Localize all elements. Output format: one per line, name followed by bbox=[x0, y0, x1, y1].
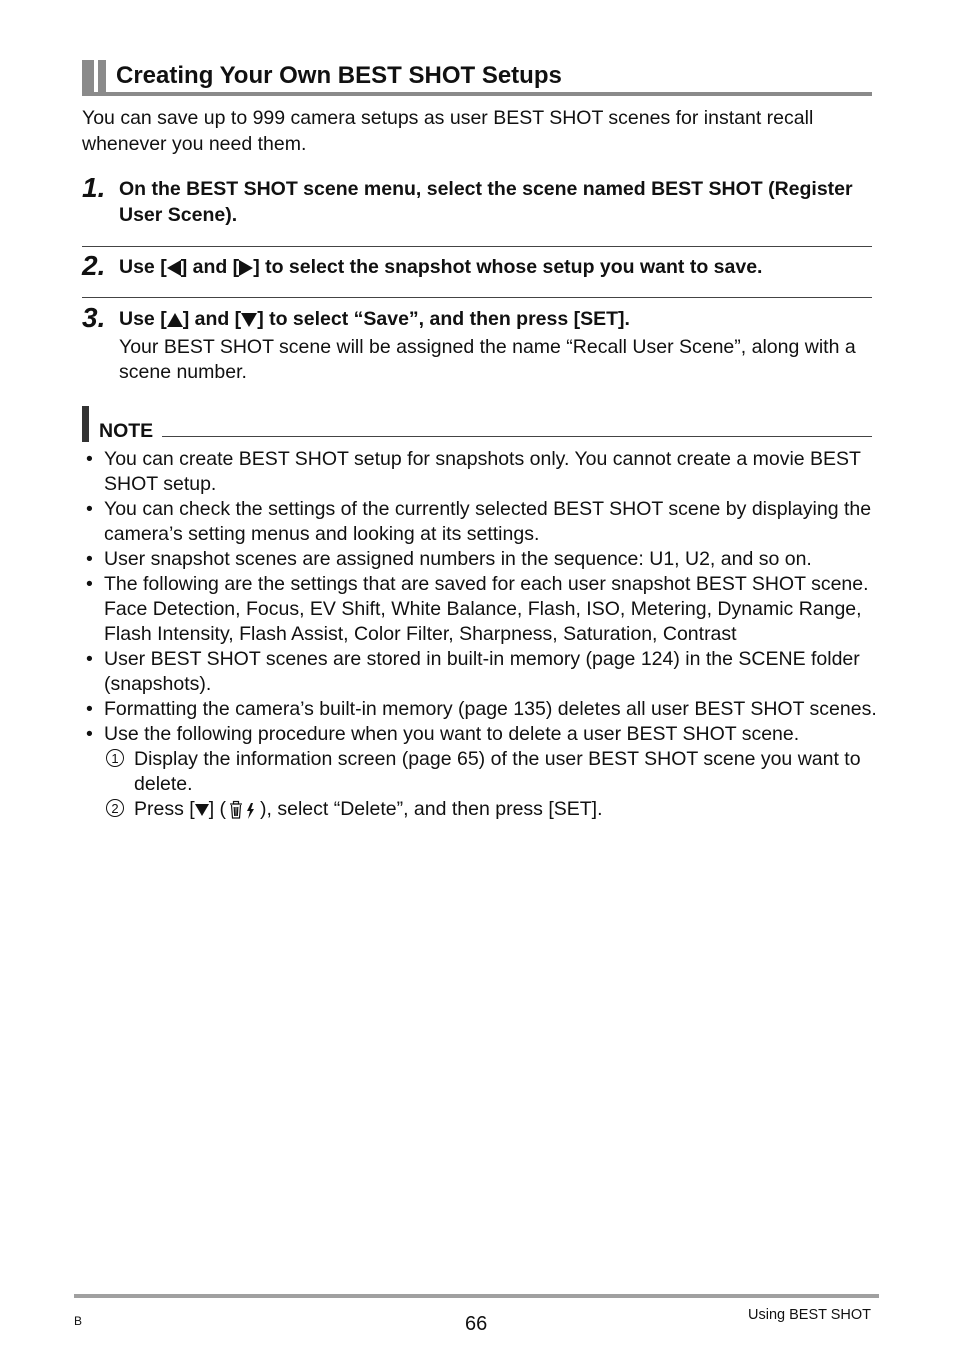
note-list bbox=[82, 447, 882, 822]
step-3-subtext: Your BEST SHOT scene will be assigned the name “Recall User Scene”, along with a scene number. bbox=[119, 336, 856, 383]
step-divider-2 bbox=[82, 297, 872, 298]
note-item: • Use the following procedure when you want to delete a user BEST SHOT scene. 1 Display the information screen (page 65) of the user BEST SHOT scene you want to delete. 2 Press [ ] ( ), select “Delete”, and then press [SET]. bbox=[82, 722, 882, 822]
footer-left-label: B bbox=[74, 1314, 83, 1328]
page-number: 66 bbox=[465, 1313, 488, 1335]
down-arrow-icon bbox=[195, 804, 209, 816]
step-3-number: 3. bbox=[82, 302, 106, 333]
section-intro: You can save up to 999 camera setups as user BEST SHOT scenes for instant recall whenever you need them. bbox=[82, 107, 814, 155]
down-arrow-icon bbox=[241, 313, 257, 327]
note-label: NOTE bbox=[99, 420, 154, 442]
right-arrow-icon bbox=[239, 260, 253, 276]
heading-bar-2 bbox=[98, 60, 106, 96]
section-title-rule bbox=[82, 92, 872, 96]
step-2-number: 2. bbox=[82, 250, 106, 281]
step-1-text: On the BEST SHOT scene menu, select the scene named BEST SHOT (Register User Scene). bbox=[119, 178, 853, 226]
footer-chapter: Using BEST SHOT bbox=[748, 1307, 872, 1323]
step-divider-1 bbox=[82, 246, 872, 247]
note-item: • User BEST SHOT scenes are stored in built-in memory (page 124) in the SCENE folder (snapshots). bbox=[86, 648, 860, 695]
footer-rule bbox=[74, 1294, 879, 1298]
note-rule bbox=[162, 436, 872, 437]
left-arrow-icon bbox=[167, 260, 181, 276]
procedure-step-2: 2 Press [ ] ( ), select “Delete”, and then press [SET]. bbox=[104, 797, 882, 822]
saved-settings-list: Face Detection, Focus, EV Shift, White Balance, Flash, ISO, Metering, Dynamic Range, Flash Intensity, Flash Assist, Color Filter, Sharpness, Saturation, Contrast bbox=[104, 598, 862, 645]
step-2-text: Use [ ] and [ ] to select the snapshot whose setup you want to save. bbox=[119, 256, 763, 278]
step-1-number: 1. bbox=[82, 172, 106, 203]
step-3-text: Use [ ] and [ ] to select “Save”, and then press [SET]. bbox=[119, 308, 630, 330]
circled-number-icon: 1 bbox=[106, 749, 124, 767]
note-item: • Formatting the camera’s built-in memory (page 135) deletes all user BEST SHOT scenes. bbox=[86, 698, 877, 720]
up-arrow-icon bbox=[167, 313, 183, 327]
procedure-step-1: 1 Display the information screen (page 65) of the user BEST SHOT scene you want to delete. bbox=[104, 747, 882, 797]
note-item: • You can check the settings of the currently selected BEST SHOT scene by displaying the camera’s setting menus and looking at its settings. bbox=[86, 498, 872, 545]
trash-flash-icon bbox=[226, 799, 260, 821]
section-title: Creating Your Own BEST SHOT Setups bbox=[116, 62, 562, 89]
circled-number-icon: 2 bbox=[106, 799, 124, 817]
note-item: • The following are the settings that are saved for each user snapshot BEST SHOT scene. Face Detection, Focus, EV Shift, White Balance, Flash, ISO, Metering, Dynamic Range, Flash Intensity, Flash Assist, Color Filter, Sharpness, Saturation, Contrast bbox=[82, 572, 882, 647]
heading-bar-1 bbox=[82, 60, 94, 96]
note-item: • You can create BEST SHOT setup for snapshots only. You cannot create a movie BEST SHOT setup. bbox=[86, 448, 861, 495]
note-bar bbox=[82, 406, 89, 442]
note-item: • User snapshot scenes are assigned numbers in the sequence: U1, U2, and so on. bbox=[86, 548, 812, 570]
